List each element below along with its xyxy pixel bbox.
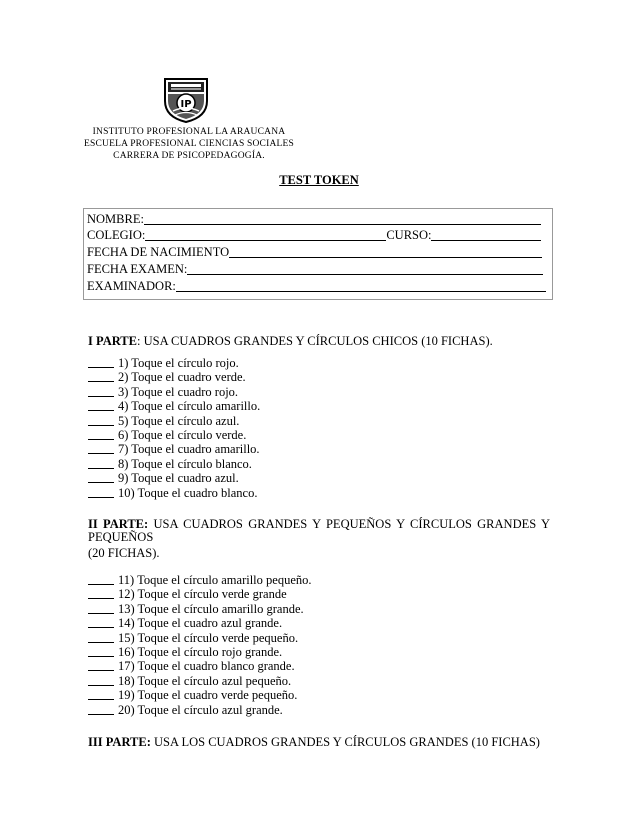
answer-blank[interactable] <box>88 385 114 397</box>
item-text: 2) Toque el cuadro verde. <box>118 370 246 385</box>
part2-word: GRANDES <box>248 517 308 531</box>
answer-blank[interactable] <box>88 674 114 686</box>
item-text: 13) Toque el círculo amarillo grande. <box>118 601 304 616</box>
item-text: 4) Toque el círculo amarillo. <box>118 399 261 414</box>
fecha-examen-label: FECHA EXAMEN: <box>87 262 188 276</box>
list-item <box>88 370 246 384</box>
answer-blank[interactable] <box>88 631 114 643</box>
answer-blank[interactable] <box>88 616 114 628</box>
answer-blank[interactable] <box>88 414 114 426</box>
answer-blank[interactable] <box>88 645 114 657</box>
item-text: 3) Toque el cuadro rojo. <box>118 384 239 399</box>
part2-label: II PARTE: <box>88 517 149 531</box>
answer-blank[interactable] <box>88 688 114 700</box>
list-item <box>88 457 252 471</box>
item-text: 18) Toque el círculo azul pequeño. <box>118 673 292 688</box>
part2-word: USA <box>153 517 178 531</box>
part2-word: Y <box>312 517 321 531</box>
institution-header <box>84 126 294 162</box>
part2-word: CUADROS <box>183 517 243 531</box>
curso-label: CURSO: <box>386 228 432 242</box>
answer-blank[interactable] <box>88 399 114 411</box>
answer-blank[interactable] <box>88 442 114 454</box>
item-text: 1) Toque el círculo rojo. <box>118 356 239 370</box>
item-text: 8) Toque el círculo blanco. <box>118 456 252 471</box>
list-item <box>88 645 282 659</box>
part3-label: III PARTE: <box>88 735 151 749</box>
part1-label: I PARTE <box>88 334 137 348</box>
part2-word: Y <box>396 517 405 531</box>
list-item <box>88 674 291 688</box>
item-text: 9) Toque el cuadro azul. <box>118 471 239 486</box>
item-text: 5) Toque el círculo azul. <box>118 413 240 428</box>
part2-line2: PEQUEÑOS <box>88 530 154 544</box>
item-text: 20) Toque el círculo azul grande. <box>118 702 283 717</box>
part2-heading <box>88 516 550 533</box>
part2-line3: (20 FICHAS). <box>88 546 160 560</box>
answer-blank[interactable] <box>88 486 114 498</box>
institution-line-2: ESCUELA PROFESIONAL CIENCIAS SOCIALES <box>84 139 294 149</box>
institution-line-3: CARRERA DE PSICOPEDAGOGÍA. <box>113 151 265 161</box>
list-item <box>88 399 260 413</box>
item-text: 19) Toque el cuadro verde pequeño. <box>118 688 298 703</box>
examinador-field[interactable] <box>87 279 546 294</box>
list-item <box>88 659 295 673</box>
examinador-label: EXAMINADOR: <box>87 279 176 293</box>
list-item <box>88 688 297 702</box>
item-text: 14) Toque el cuadro azul grande. <box>118 616 283 631</box>
page-title: TEST TOKEN <box>279 173 359 187</box>
list-item <box>88 573 312 587</box>
fecha-examen-field[interactable] <box>87 262 543 277</box>
fecha-nacimiento-field[interactable] <box>87 245 542 260</box>
item-text: 10) Toque el cuadro blanco. <box>118 485 258 500</box>
list-item <box>88 486 257 500</box>
part3-heading <box>88 735 540 750</box>
answer-blank[interactable] <box>88 602 114 614</box>
list-item <box>88 385 238 399</box>
coat-of-arms-icon <box>163 77 209 123</box>
answer-blank[interactable] <box>88 457 114 469</box>
part1-description: : USA CUADROS GRANDES Y CÍRCULOS CHICOS (10 FICHAS). <box>137 334 493 348</box>
list-item <box>88 616 282 630</box>
answer-blank[interactable] <box>88 428 114 440</box>
part1-heading <box>88 334 493 349</box>
part2-word: GRANDES <box>477 517 537 531</box>
list-item <box>88 631 298 645</box>
part2-word: Y <box>541 517 551 531</box>
list-item <box>88 471 239 485</box>
list-item <box>88 587 287 601</box>
part2-word: PEQUEÑOS <box>325 517 392 531</box>
answer-blank[interactable] <box>88 703 114 715</box>
student-info-form <box>83 208 553 300</box>
colegio-field[interactable] <box>87 228 541 243</box>
item-text: 15) Toque el círculo verde pequeño. <box>118 630 299 645</box>
nombre-label: NOMBRE: <box>87 212 144 226</box>
part3-description: USA LOS CUADROS GRANDES Y CÍRCULOS GRANDES (10 FICHAS) <box>150 735 540 749</box>
list-item <box>88 428 246 442</box>
item-text: 7) Toque el cuadro amarillo. <box>118 442 260 457</box>
list-item <box>88 414 239 428</box>
colegio-label: COLEGIO: <box>87 228 146 242</box>
item-text: 16) Toque el círculo rojo grande. <box>118 645 283 659</box>
svg-text:IP: IP <box>180 99 192 110</box>
part2-word: CÍRCULOS <box>410 517 472 531</box>
answer-blank[interactable] <box>88 659 114 671</box>
item-text: 6) Toque el círculo verde. <box>118 428 247 442</box>
list-item <box>88 703 283 717</box>
institution-line-1: INSTITUTO PROFESIONAL LA ARAUCANA <box>92 127 286 137</box>
answer-blank[interactable] <box>88 573 114 585</box>
fecha-nacimiento-label: FECHA DE NACIMIENTO <box>87 245 230 259</box>
answer-blank[interactable] <box>88 471 114 483</box>
list-item <box>88 442 260 456</box>
nombre-field[interactable] <box>87 212 541 227</box>
list-item <box>88 356 239 370</box>
answer-blank[interactable] <box>88 587 114 599</box>
item-text: 17) Toque el cuadro blanco grande. <box>118 659 295 674</box>
item-text: 11) Toque el círculo amarillo pequeño. <box>118 573 312 587</box>
answer-blank[interactable] <box>88 370 114 382</box>
list-item <box>88 602 304 616</box>
item-text: 12) Toque el círculo verde grande <box>118 587 287 602</box>
answer-blank[interactable] <box>88 356 114 368</box>
